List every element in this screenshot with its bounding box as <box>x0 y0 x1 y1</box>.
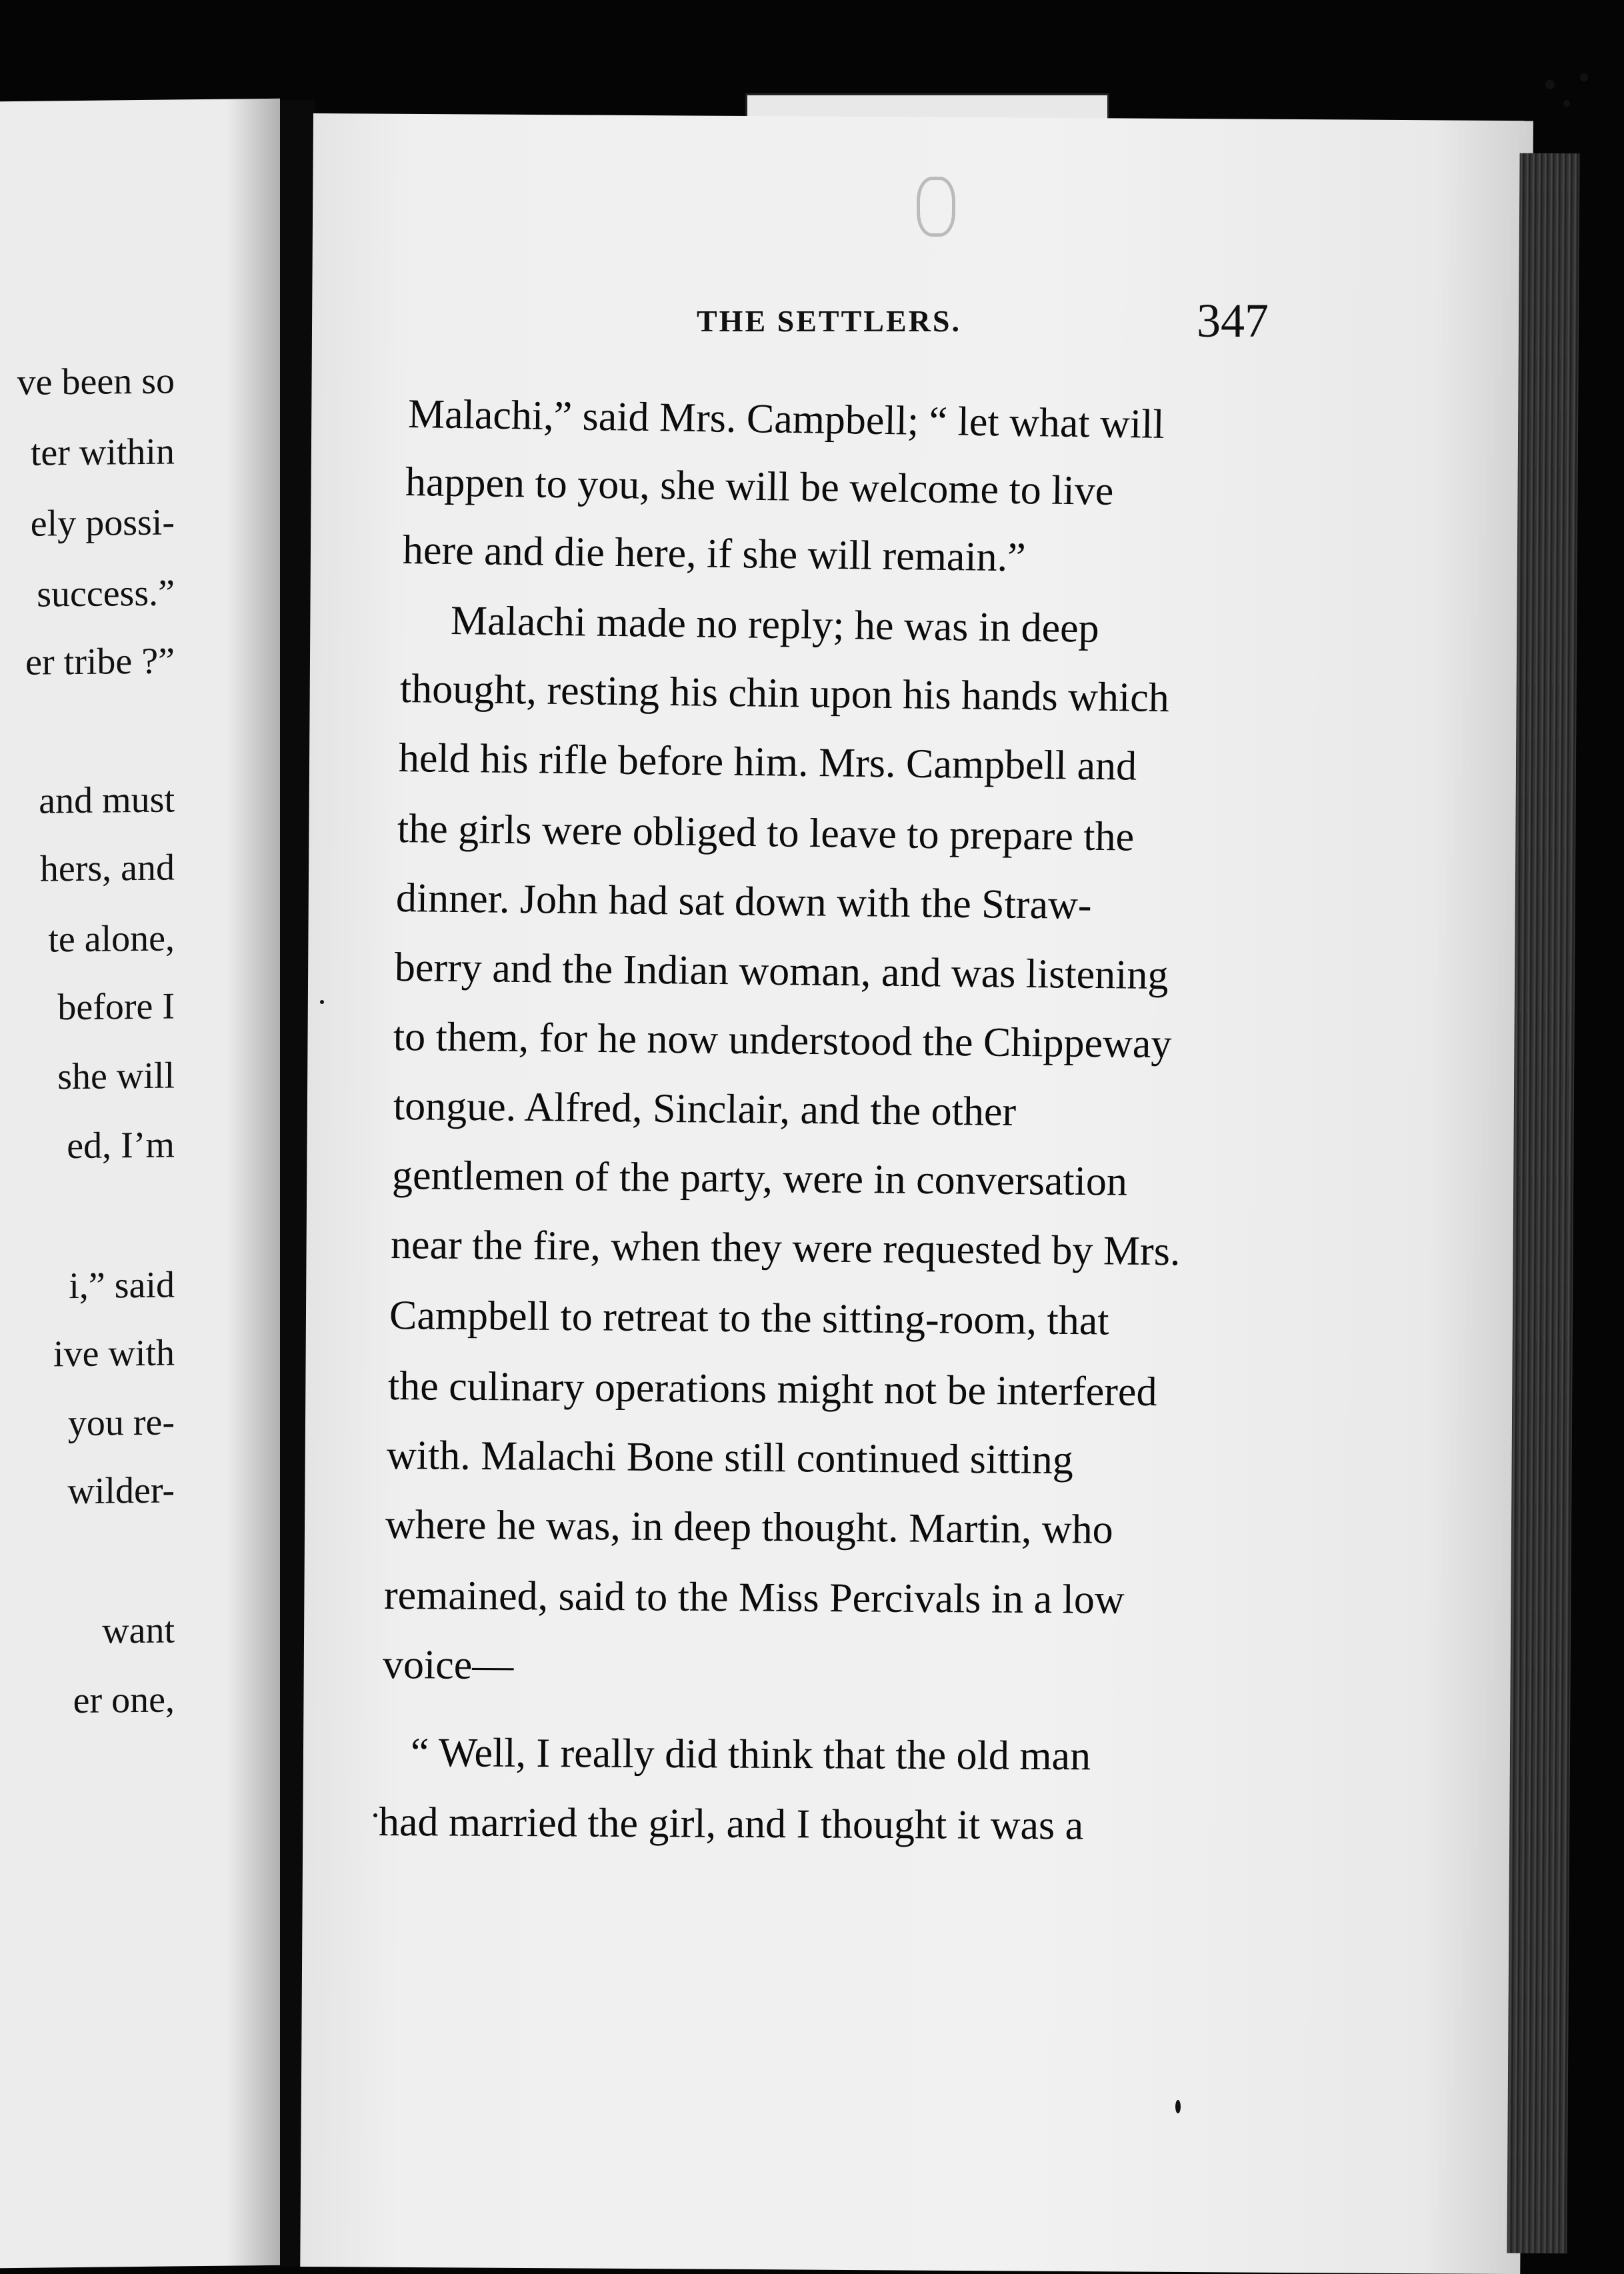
text-line: where he was, in deep thought. Martin, who <box>385 1502 1113 1553</box>
text-line: the culinary operations might not be interfered <box>387 1363 1157 1415</box>
left-line: before I <box>57 985 175 1029</box>
text-line: “ Well, I really did think that the old man <box>410 1730 1091 1779</box>
left-line: er tribe ?” <box>25 640 175 683</box>
text-line: dinner. John had sat down with the Straw- <box>395 875 1092 928</box>
text-line: gentlemen of the party, were in conversation <box>391 1153 1128 1205</box>
left-line: ely possi- <box>30 501 175 545</box>
text-line: Malachi made no reply; he was in deep <box>450 598 1100 651</box>
left-line: hers, and <box>39 847 175 890</box>
text-line: the girls were obliged to leave to prepare the <box>397 806 1135 860</box>
left-line: er one, <box>73 1679 175 1722</box>
text-line: here and die here, if she will remain.” <box>402 527 1027 581</box>
text-line: had married the girl, and I thought it was a <box>378 1799 1084 1849</box>
running-head: THE SETTLERS. <box>697 304 961 338</box>
left-line: te alone, <box>48 917 175 961</box>
left-line: ter within <box>30 431 175 474</box>
left-line: and must <box>39 779 175 822</box>
text-line: to them, for he now understood the Chippeway <box>393 1014 1172 1067</box>
text-line: remained, said to the Miss Percivals in a low <box>383 1573 1125 1623</box>
text-line: thought, resting his chin upon his hands which <box>399 666 1170 721</box>
text-line: tongue. Alfred, Sinclair, and the other <box>393 1083 1017 1135</box>
text-line: voice— <box>382 1642 514 1689</box>
left-line: ve been so <box>17 360 175 403</box>
left-line: ive with <box>53 1332 175 1375</box>
left-line: success.” <box>37 572 175 615</box>
page-number: 347 <box>1197 294 1269 347</box>
text-line: happen to you, she will be welcome to live <box>405 459 1114 514</box>
text-line: Malachi,” said Mrs. Campbell; “ let what will <box>407 391 1165 447</box>
left-line: ed, I’m <box>67 1124 175 1167</box>
left-line: wilder- <box>67 1469 175 1513</box>
text-line: Campbell to retreat to the sitting-room, that <box>389 1293 1109 1344</box>
left-line: you re- <box>67 1401 175 1445</box>
text-line: near the fire, when they were requested by Mrs. <box>390 1222 1181 1275</box>
text-line: berry and the Indian woman, and was listening <box>394 945 1169 999</box>
left-line: she will <box>57 1055 175 1098</box>
left-line: i,” said <box>69 1264 175 1307</box>
left-line: want <box>102 1609 175 1652</box>
text-line: with. Malachi Bone still continued sitting <box>386 1433 1073 1483</box>
text-line: held his rifle before him. Mrs. Campbell and <box>398 735 1137 789</box>
